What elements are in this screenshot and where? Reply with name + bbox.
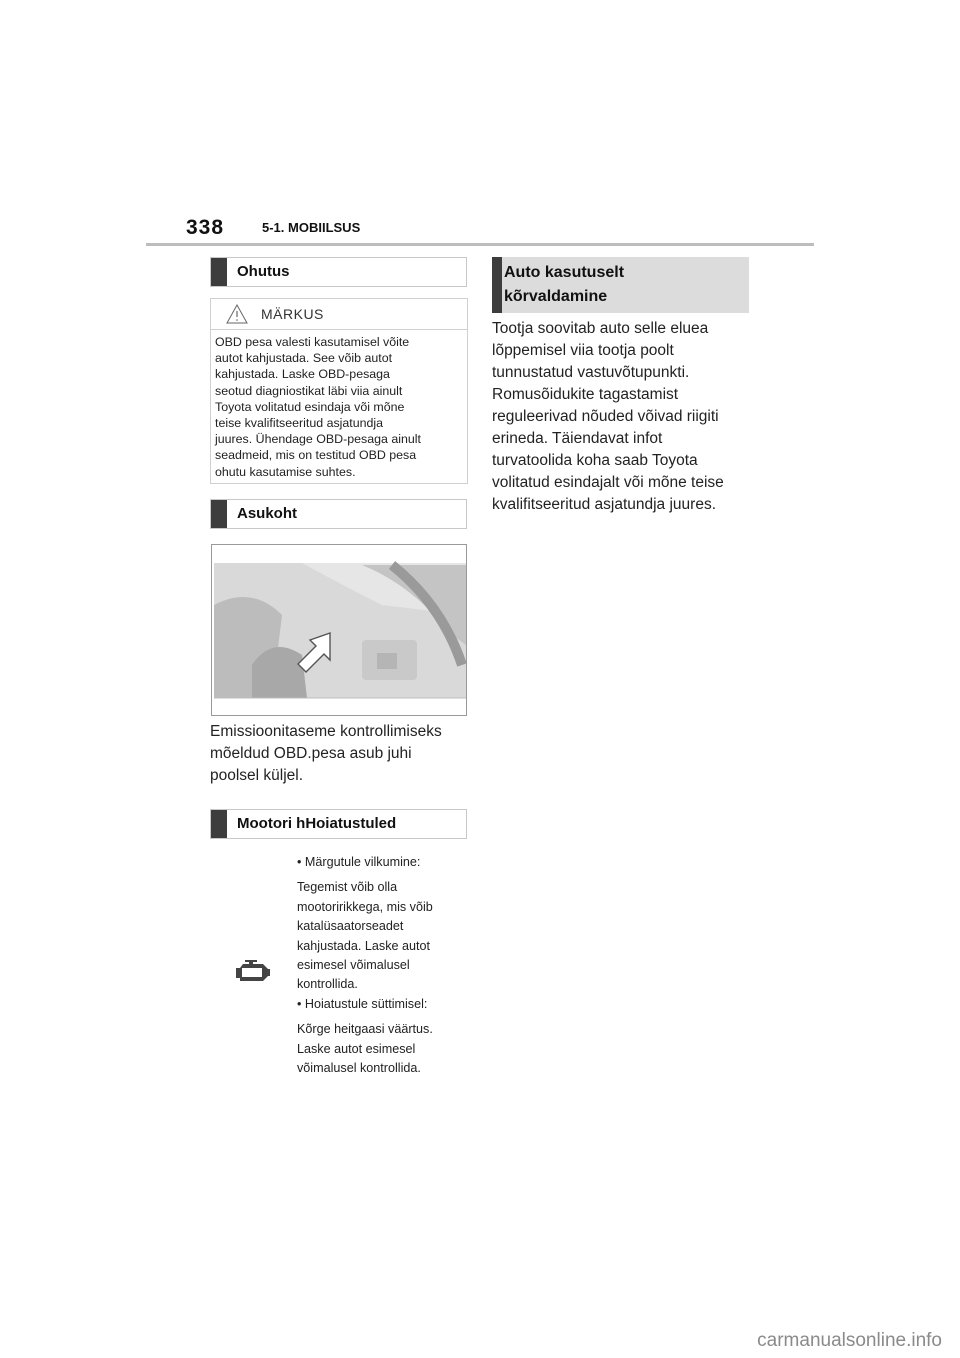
- body-line: lõppemisel viia tootja poolt: [492, 342, 674, 359]
- watermark: carmanualsonline.info: [757, 1330, 942, 1351]
- section-title: Mootori hHoiatustuled: [237, 815, 397, 832]
- section-title: [504, 261, 624, 309]
- section-title: Asukoht: [237, 505, 297, 522]
- section-marker: [211, 500, 227, 528]
- warning-line: esimesel võimalusel: [297, 958, 410, 973]
- page-number: 338: [186, 216, 225, 239]
- note-line: ohutu kasutamise suhtes.: [215, 464, 356, 479]
- check-engine-icon: [233, 957, 273, 987]
- warning-line: võimalusel kontrollida.: [297, 1061, 421, 1076]
- warning-line: kontrollida.: [297, 977, 358, 992]
- note-line: seotud diagniostikat läbi viia ainult: [215, 383, 403, 398]
- warning-bullet-blinking: • Märgutule vilkumine:: [297, 855, 421, 869]
- disposal-text: [492, 318, 762, 516]
- note-line: Toyota volitatud esindaja või mõne: [215, 399, 405, 414]
- warning-bullet-lit: • Hoiatustule süttimisel:: [297, 996, 428, 1011]
- header-rule: [146, 243, 814, 246]
- body-line: Tootja soovitab auto selle eluea: [492, 320, 709, 337]
- section-header-safety: [210, 257, 467, 287]
- section-marker: [211, 810, 227, 838]
- warning-line: Tegemist võib olla: [297, 880, 398, 895]
- section-header-engine-warning: [210, 809, 467, 839]
- engine-warning-text: [297, 853, 469, 1078]
- caption-line: mõeldud OBD.pesa asub juhi: [210, 745, 412, 762]
- section-header-disposal: [492, 257, 749, 313]
- body-line: reguleerivad nõuded võivad riigiti: [492, 408, 719, 425]
- warning-line: Kõrge heitgaasi väärtus.: [297, 1022, 433, 1037]
- warning-line: Laske autot esimesel: [297, 1041, 416, 1056]
- note-text: [215, 334, 463, 480]
- section-marker: [211, 258, 227, 286]
- chapter-title: 5-1. MOBIILSUS: [262, 220, 361, 235]
- body-line: turvatoolida koha saab Toyota: [492, 452, 698, 469]
- note-line: teise kvalifitseeritud asjatundja: [215, 416, 384, 431]
- car-interior-illustration: [212, 545, 467, 716]
- note-line: autot kahjustada. See võib autot: [215, 351, 393, 366]
- body-line: Romusõidukite tagastamist: [492, 386, 679, 403]
- caption-line: poolsel küljel.: [210, 767, 304, 784]
- note-line: juures. Ühendage OBD-pesaga ainult: [215, 432, 421, 447]
- note-header: [211, 299, 467, 330]
- title-line: kõrvaldamine: [504, 288, 608, 305]
- warning-triangle-icon: [226, 304, 248, 324]
- note-line: kahjustada. Laske OBD-pesaga: [215, 367, 390, 382]
- note-box: [210, 298, 468, 484]
- location-caption: [210, 721, 468, 787]
- obd-location-photo: [211, 544, 467, 716]
- caption-line: Emissioonitaseme kontrollimiseks: [210, 723, 442, 740]
- body-line: erineda. Täiendavat infot: [492, 430, 663, 447]
- body-line: kvalifitseeritud asjatundja juures.: [492, 496, 717, 513]
- title-line: Auto kasutuselt: [504, 264, 625, 281]
- note-line: seadmeid, mis on testitud OBD pesa: [215, 448, 417, 463]
- warning-line: mootoririkkega, mis võib: [297, 899, 433, 914]
- section-header-location: [210, 499, 467, 529]
- section-title: Ohutus: [237, 263, 290, 280]
- body-line: volitatud esindajalt või mõne teise: [492, 474, 724, 491]
- note-line: OBD pesa valesti kasutamisel võite: [215, 335, 410, 349]
- section-marker: [492, 257, 502, 313]
- body-line: tunnustatud vastuvõtupunkti.: [492, 364, 690, 381]
- note-label: MÄRKUS: [261, 306, 324, 322]
- warning-line: kahjustada. Laske autot: [297, 938, 431, 953]
- warning-line: katalüsaatorseadet: [297, 919, 404, 934]
